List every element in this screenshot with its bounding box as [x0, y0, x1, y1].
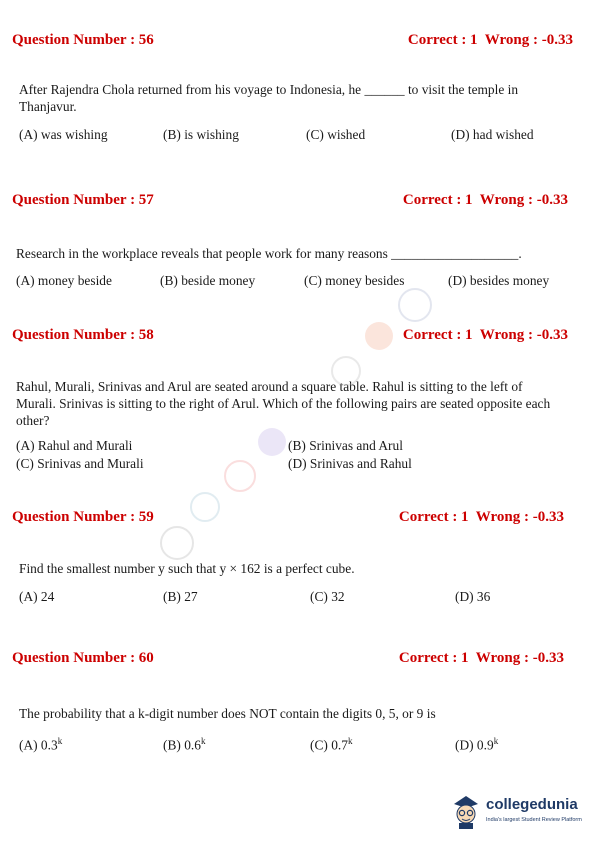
question-60 [0, 650, 595, 780]
marking-scheme: Correct : 1 Wrong : -0.33 [398, 509, 564, 525]
option-b: (B) is wishing [163, 127, 239, 142]
option-exponent: k [57, 736, 63, 746]
stem-line: After Rajendra Chola returned from his voyage to Indonesia, he ______ to visit the temple in [19, 82, 519, 97]
option-exponent: k [347, 736, 353, 746]
stem-line: Rahul, Murali, Srinivas and Arul are seated around a square table. Rahul is sitting to the left of [16, 379, 523, 394]
option-a: (A) 24 [19, 589, 55, 604]
watermark-emblem [365, 322, 393, 350]
marking-scheme: Correct : 1 Wrong : -0.33 [402, 327, 568, 343]
option-d [455, 733, 498, 753]
question-number: Question Number : 57 [12, 192, 154, 208]
question-header [0, 327, 595, 347]
option-c: (C) money besides [304, 273, 405, 288]
watermark-emblem [160, 526, 194, 560]
option-d-text: (D) 0.9 [455, 737, 494, 753]
option-d: (D) 36 [455, 589, 491, 604]
watermark-emblem [224, 460, 256, 492]
question-stem [16, 378, 586, 429]
option-a-text: (A) 0.3 [19, 737, 58, 753]
option-a: (A) was wishing [19, 127, 108, 142]
option-d: (D) Srinivas and Rahul [288, 456, 412, 471]
watermark-emblem [190, 492, 220, 522]
option-d: (D) had wished [451, 127, 534, 142]
question-stem [19, 560, 581, 577]
question-stem [16, 245, 578, 262]
logo-name: collegedunia [486, 796, 578, 813]
stem-line: The probability that a k-digit number does NOT contain the digits 0, 5, or 9 is [19, 706, 436, 721]
option-b-text: (B) 0.6 [163, 737, 201, 753]
question-57 [0, 192, 595, 322]
option-c: (C) Srinivas and Murali [16, 456, 144, 471]
option-a: (A) Rahul and Murali [16, 438, 133, 453]
question-number: Question Number : 58 [12, 327, 154, 343]
option-exponent: k [200, 736, 206, 746]
marking-scheme: Correct : 1 Wrong : -0.33 [407, 32, 573, 48]
option-d: (D) besides money [448, 273, 550, 288]
option-b: (B) beside money [160, 273, 256, 288]
question-header [0, 192, 595, 212]
option-a: (A) money beside [16, 273, 112, 288]
stem-line: other? [16, 413, 50, 428]
question-header [0, 509, 595, 529]
option-b [163, 733, 205, 753]
stem-line: Research in the workplace reveals that people work for many reasons ___________________. [16, 246, 522, 261]
watermark-emblem [331, 356, 361, 386]
question-header [0, 650, 595, 670]
stem-line: Thanjavur. [19, 99, 77, 114]
option-c-text: (C) 0.7 [310, 737, 348, 753]
mascot-icon [450, 794, 482, 830]
option-a [19, 733, 62, 753]
watermark-emblem [398, 288, 432, 322]
option-c: (C) wished [306, 127, 366, 142]
question-59 [0, 509, 595, 639]
stem-line: Murali. Srinivas is sitting to the right of Arul. Which of the following pairs are seated opposite each [16, 396, 551, 411]
option-c [310, 733, 352, 753]
marking-scheme: Correct : 1 Wrong : -0.33 [398, 650, 564, 666]
question-header [0, 32, 595, 52]
option-b: (B) Srinivas and Arul [288, 438, 403, 453]
marking-scheme: Correct : 1 Wrong : -0.33 [402, 192, 568, 208]
question-number: Question Number : 56 [12, 32, 154, 48]
stem-line: Find the smallest number y such that y × 162 is a perfect cube. [19, 561, 355, 576]
logo-tagline: India's largest Student Review Platform [486, 817, 582, 823]
option-exponent: k [493, 736, 499, 746]
watermark-emblem [258, 428, 286, 456]
option-c: (C) 32 [310, 589, 345, 604]
option-b: (B) 27 [163, 589, 198, 604]
question-number: Question Number : 60 [12, 650, 154, 666]
question-58 [0, 327, 595, 477]
question-56 [0, 32, 595, 162]
question-stem [19, 81, 581, 115]
collegedunia-logo [450, 794, 590, 834]
question-number: Question Number : 59 [12, 509, 154, 525]
question-stem [19, 705, 581, 722]
